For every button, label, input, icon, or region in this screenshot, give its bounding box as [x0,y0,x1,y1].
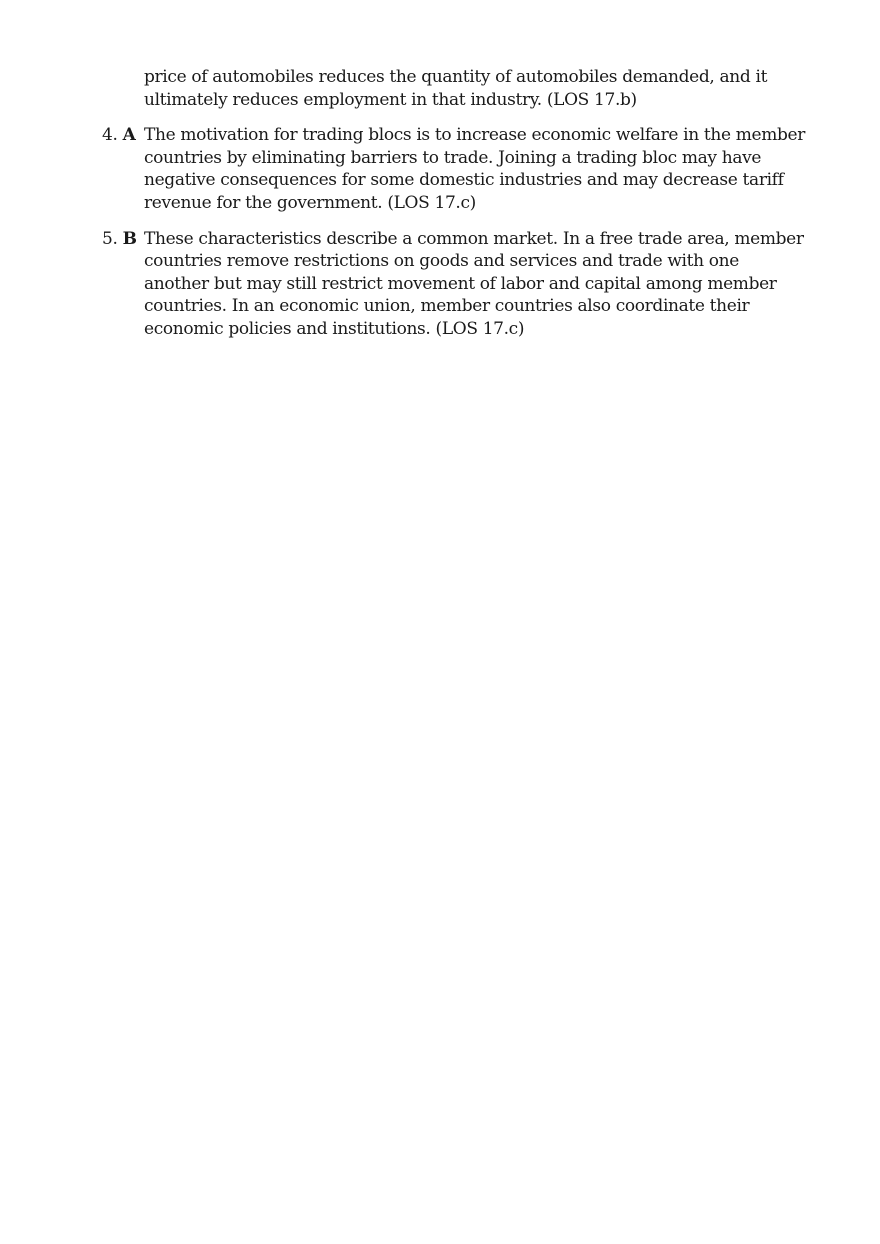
text-line: These characteristics describe a common market. In a free trade area, member [144,228,804,249]
answer-letter: B [122,228,137,249]
answer-number: 4. [102,125,118,146]
text-line: revenue for the government. (LOS 17.c) [144,192,476,213]
text-line: The motivation for trading blocs is to increase economic welfare in the member [144,125,805,146]
text-line: countries remove restrictions on goods and services and trade with one [144,251,739,272]
answer-continuation [144,66,792,111]
text-line: another but may still restrict movement of labor and capital among member [144,273,777,294]
answer-marker [102,228,144,251]
answer-key [102,66,805,341]
answer-letter: A [122,125,136,146]
answer-item-5 [102,228,804,341]
text-line: countries by eliminating barriers to trade. Joining a trading bloc may have [144,147,762,168]
answer-marker [102,124,144,147]
answer-number: 5. [102,228,118,249]
text-line: countries. In an economic union, member countries also coordinate their [144,296,750,317]
text-line: ultimately reduces employment in that industry. (LOS 17.b) [144,89,637,110]
text-line: price of automobiles reduces the quantity of automobiles demanded, and it [144,67,768,87]
text-line: economic policies and institutions. (LOS 17.c) [144,318,525,339]
answer-item-4 [102,124,805,214]
text-line: negative consequences for some domestic industries and may decrease tariff [144,170,784,191]
